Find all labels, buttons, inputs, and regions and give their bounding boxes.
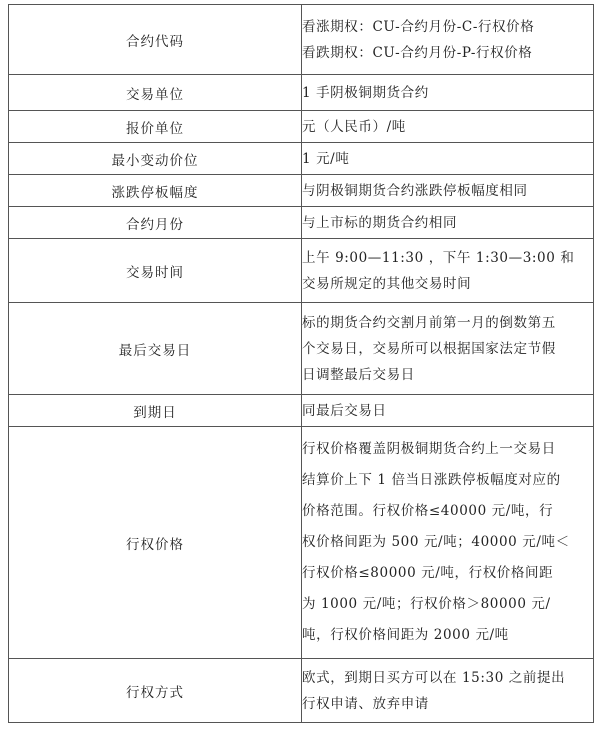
row-value-exercise-style [302, 659, 594, 723]
value-line: 标的期货合约交割月前第一月的倒数第五 [302, 314, 556, 331]
row-label-expiration-day: 到期日 [9, 395, 302, 427]
table-row [9, 207, 594, 239]
value-line: 行权价格≤80000 元/吨，行权价格间距 [302, 565, 554, 581]
value-line: 1 元/吨 [302, 150, 350, 167]
value-line: 交易所规定的其他交易时间 [302, 275, 472, 292]
row-label-quote-unit: 报价单位 [9, 111, 302, 143]
table-row [9, 659, 594, 723]
row-value-contract-month [302, 207, 594, 239]
table-row [9, 143, 594, 175]
table-row [9, 395, 594, 427]
table-row [9, 175, 594, 207]
value-line: 为 1000 元/吨；行权价格＞80000 元/ [302, 596, 551, 612]
row-value-strike-price [302, 427, 594, 659]
value-line: 上午 9:00—11:30 ，下午 1:30—3:00 和 [302, 249, 575, 266]
value-line: 与上市标的期货合约相同 [302, 214, 458, 231]
row-label-min-tick: 最小变动价位 [9, 143, 302, 175]
row-value-price-limit [302, 175, 594, 207]
value-line: 1 手阴极铜期货合约 [302, 84, 429, 101]
value-line: 欧式，到期日买方可以在 15:30 之前提出 [302, 669, 566, 686]
row-label-price-limit: 涨跌停板幅度 [9, 175, 302, 207]
row-label-contract-month: 合约月份 [9, 207, 302, 239]
value-line: 权价格间距为 500 元/吨；40000 元/吨＜ [302, 534, 570, 550]
row-label-trading-hours: 交易时间 [9, 239, 302, 303]
table-row [9, 5, 594, 75]
table-row [9, 75, 594, 111]
value-line: 价格范围。行权价格≤40000 元/吨，行 [302, 503, 554, 519]
row-label-last-trading-day: 最后交易日 [9, 303, 302, 395]
value-line: 日调整最后交易日 [302, 366, 415, 383]
row-value-contract-code [302, 5, 594, 75]
contract-spec-table [8, 4, 594, 723]
value-line: 个交易日，交易所可以根据国家法定节假 [302, 340, 556, 357]
row-label-contract-code: 合约代码 [9, 5, 302, 75]
row-label-strike-price: 行权价格 [9, 427, 302, 659]
value-line: 看涨期权：CU-合约月份-C-行权价格 [302, 18, 535, 35]
table-row [9, 111, 594, 143]
value-line: 结算价上下 1 倍当日涨跌停板幅度对应的 [302, 472, 561, 488]
row-value-quote-unit [302, 111, 594, 143]
table-row [9, 303, 594, 395]
row-label-trading-unit: 交易单位 [9, 75, 302, 111]
row-label-exercise-style: 行权方式 [9, 659, 302, 723]
value-line: 吨，行权价格间距为 2000 元/吨 [302, 627, 509, 643]
row-value-min-tick [302, 143, 594, 175]
row-value-last-trading-day [302, 303, 594, 395]
table-row [9, 427, 594, 659]
value-line: 元（人民币）/吨 [302, 118, 406, 135]
row-value-trading-unit [302, 75, 594, 111]
value-line: 同最后交易日 [302, 402, 387, 419]
value-line: 行权申请、放弃申请 [302, 695, 429, 712]
row-value-expiration-day [302, 395, 594, 427]
value-line: 行权价格覆盖阴极铜期货合约上一交易日 [302, 441, 556, 457]
value-line: 与阴极铜期货合约涨跌停板幅度相同 [302, 182, 528, 199]
table-row [9, 239, 594, 303]
row-value-trading-hours [302, 239, 594, 303]
value-line: 看跌期权：CU-合约月份-P-行权价格 [302, 44, 533, 61]
